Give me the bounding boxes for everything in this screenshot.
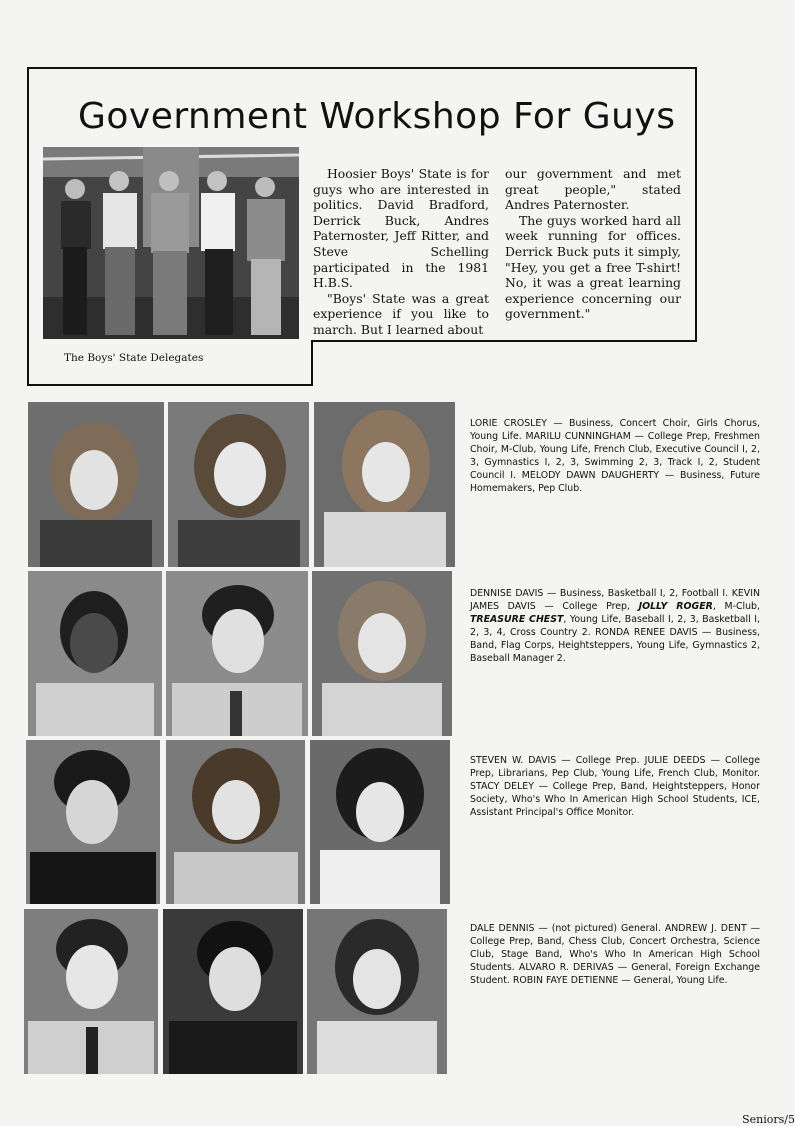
bio-publication-name: TREASURE CHEST [470,613,564,625]
portrait-photo [314,402,455,567]
portrait-photo [24,909,158,1074]
portrait-photo [312,571,452,736]
page-folio: Seniors/5 [742,1113,795,1126]
story-paragraph: The guys worked hard all week running for offices. Derrick Buck puts it simply, "Hey, you get a free T-shirt! No, it was a great learning experience concerning our government." [505,212,681,322]
group-photo [43,147,299,339]
bio-block [470,418,760,495]
portrait-art [166,740,305,904]
story-paragraph: Hoosier Boys' State is for guys who are interested in politics. David Bradford, Derrick Buck, Andres Paternoster, Jeff Ritter, and Steve Schelling participated in the 1981 H.B.S. [313,166,489,291]
bio-text: LORIE CROSLEY — Business, Concert Choir, Girls Chorus, Young Life. MARILU CUNNINGHAM — College Prep, Freshmen Choir, M-Club, Young Life, French Club, Executive Council I, 2, 3, Gymnastics I, 2, 3, Swimming 2, 3, Track I, 2, Student Council I. MELODY DAWN DAUGHERTY — Business, Future Homemakers, Pep Club. [470,418,760,494]
bio-block [470,588,760,665]
portrait-art [312,571,452,736]
portrait-art [166,571,308,736]
portrait-art [28,571,162,736]
portrait-photo [307,909,447,1074]
portrait-art [28,402,164,567]
portrait-photo [166,571,308,736]
feature-story [0,0,795,400]
portrait-art [310,740,450,904]
portrait-art [307,909,447,1074]
bio-block [470,755,760,820]
bio-block [470,923,760,988]
story-paragraph: "Boys' State was a great experience if you like to march. But I learned about [313,290,489,337]
portrait-photo [26,740,160,904]
story-column-1 [313,166,489,338]
story-column-2 [505,166,681,322]
portrait-art [163,909,303,1074]
portrait-photo [168,402,309,567]
story-paragraph: our government and met great people," stated Andres Paternoster. [505,166,681,213]
photo-caption: The Boys' State Delegates [64,352,204,364]
bio-text: , M-Club, [712,600,760,612]
portrait-photo [28,402,164,567]
group-photo-art [43,147,299,339]
portrait-art [26,740,160,904]
bio-text: DALE DENNIS — (not pictured) General. ANDREW J. DENT — College Prep, Band, Chess Club, Concert Orchestra, Science Club, Stage Band, Who's Who In American High School Students. ALVARO R. DERIVAS — General, Foreign Exchange Student. ROBIN FAYE DETIENNE — General, Young Life. [470,923,760,986]
bio-text: DENNISE DAVIS — Business, Basketball I, 2, Football I. KEVIN JAMES DAVIS — College Prep, [470,588,760,612]
bio-text: STEVEN W. DAVIS — College Prep. JULIE DEEDS — College Prep, Librarians, Pep Club, Young Life, French Club, Monitor. STACY DELEY — College Prep, Band, Heightsteppers, Honor Society, Who's Who In American High School Students, ICE, Assistant Principal's Office Monitor. [470,755,760,818]
portrait-art [24,909,158,1074]
portrait-photo [310,740,450,904]
portrait-photo [28,571,162,736]
portrait-photo [166,740,305,904]
portrait-photo [163,909,303,1074]
bio-text: , Young Life, Baseball I, 2, 3, Basketball I, 2, 3, 4, Cross Country 2. RONDA RENEE DAVIS — Business, Band, Flag Corps, Heightsteppers, Young Life, Gymnastics 2, Baseball Manager 2. [470,613,760,664]
portrait-art [314,402,455,567]
portrait-art [168,402,309,567]
headline: Government Workshop For Guys [78,96,676,137]
bio-publication-name: JOLLY ROGER [638,600,713,612]
